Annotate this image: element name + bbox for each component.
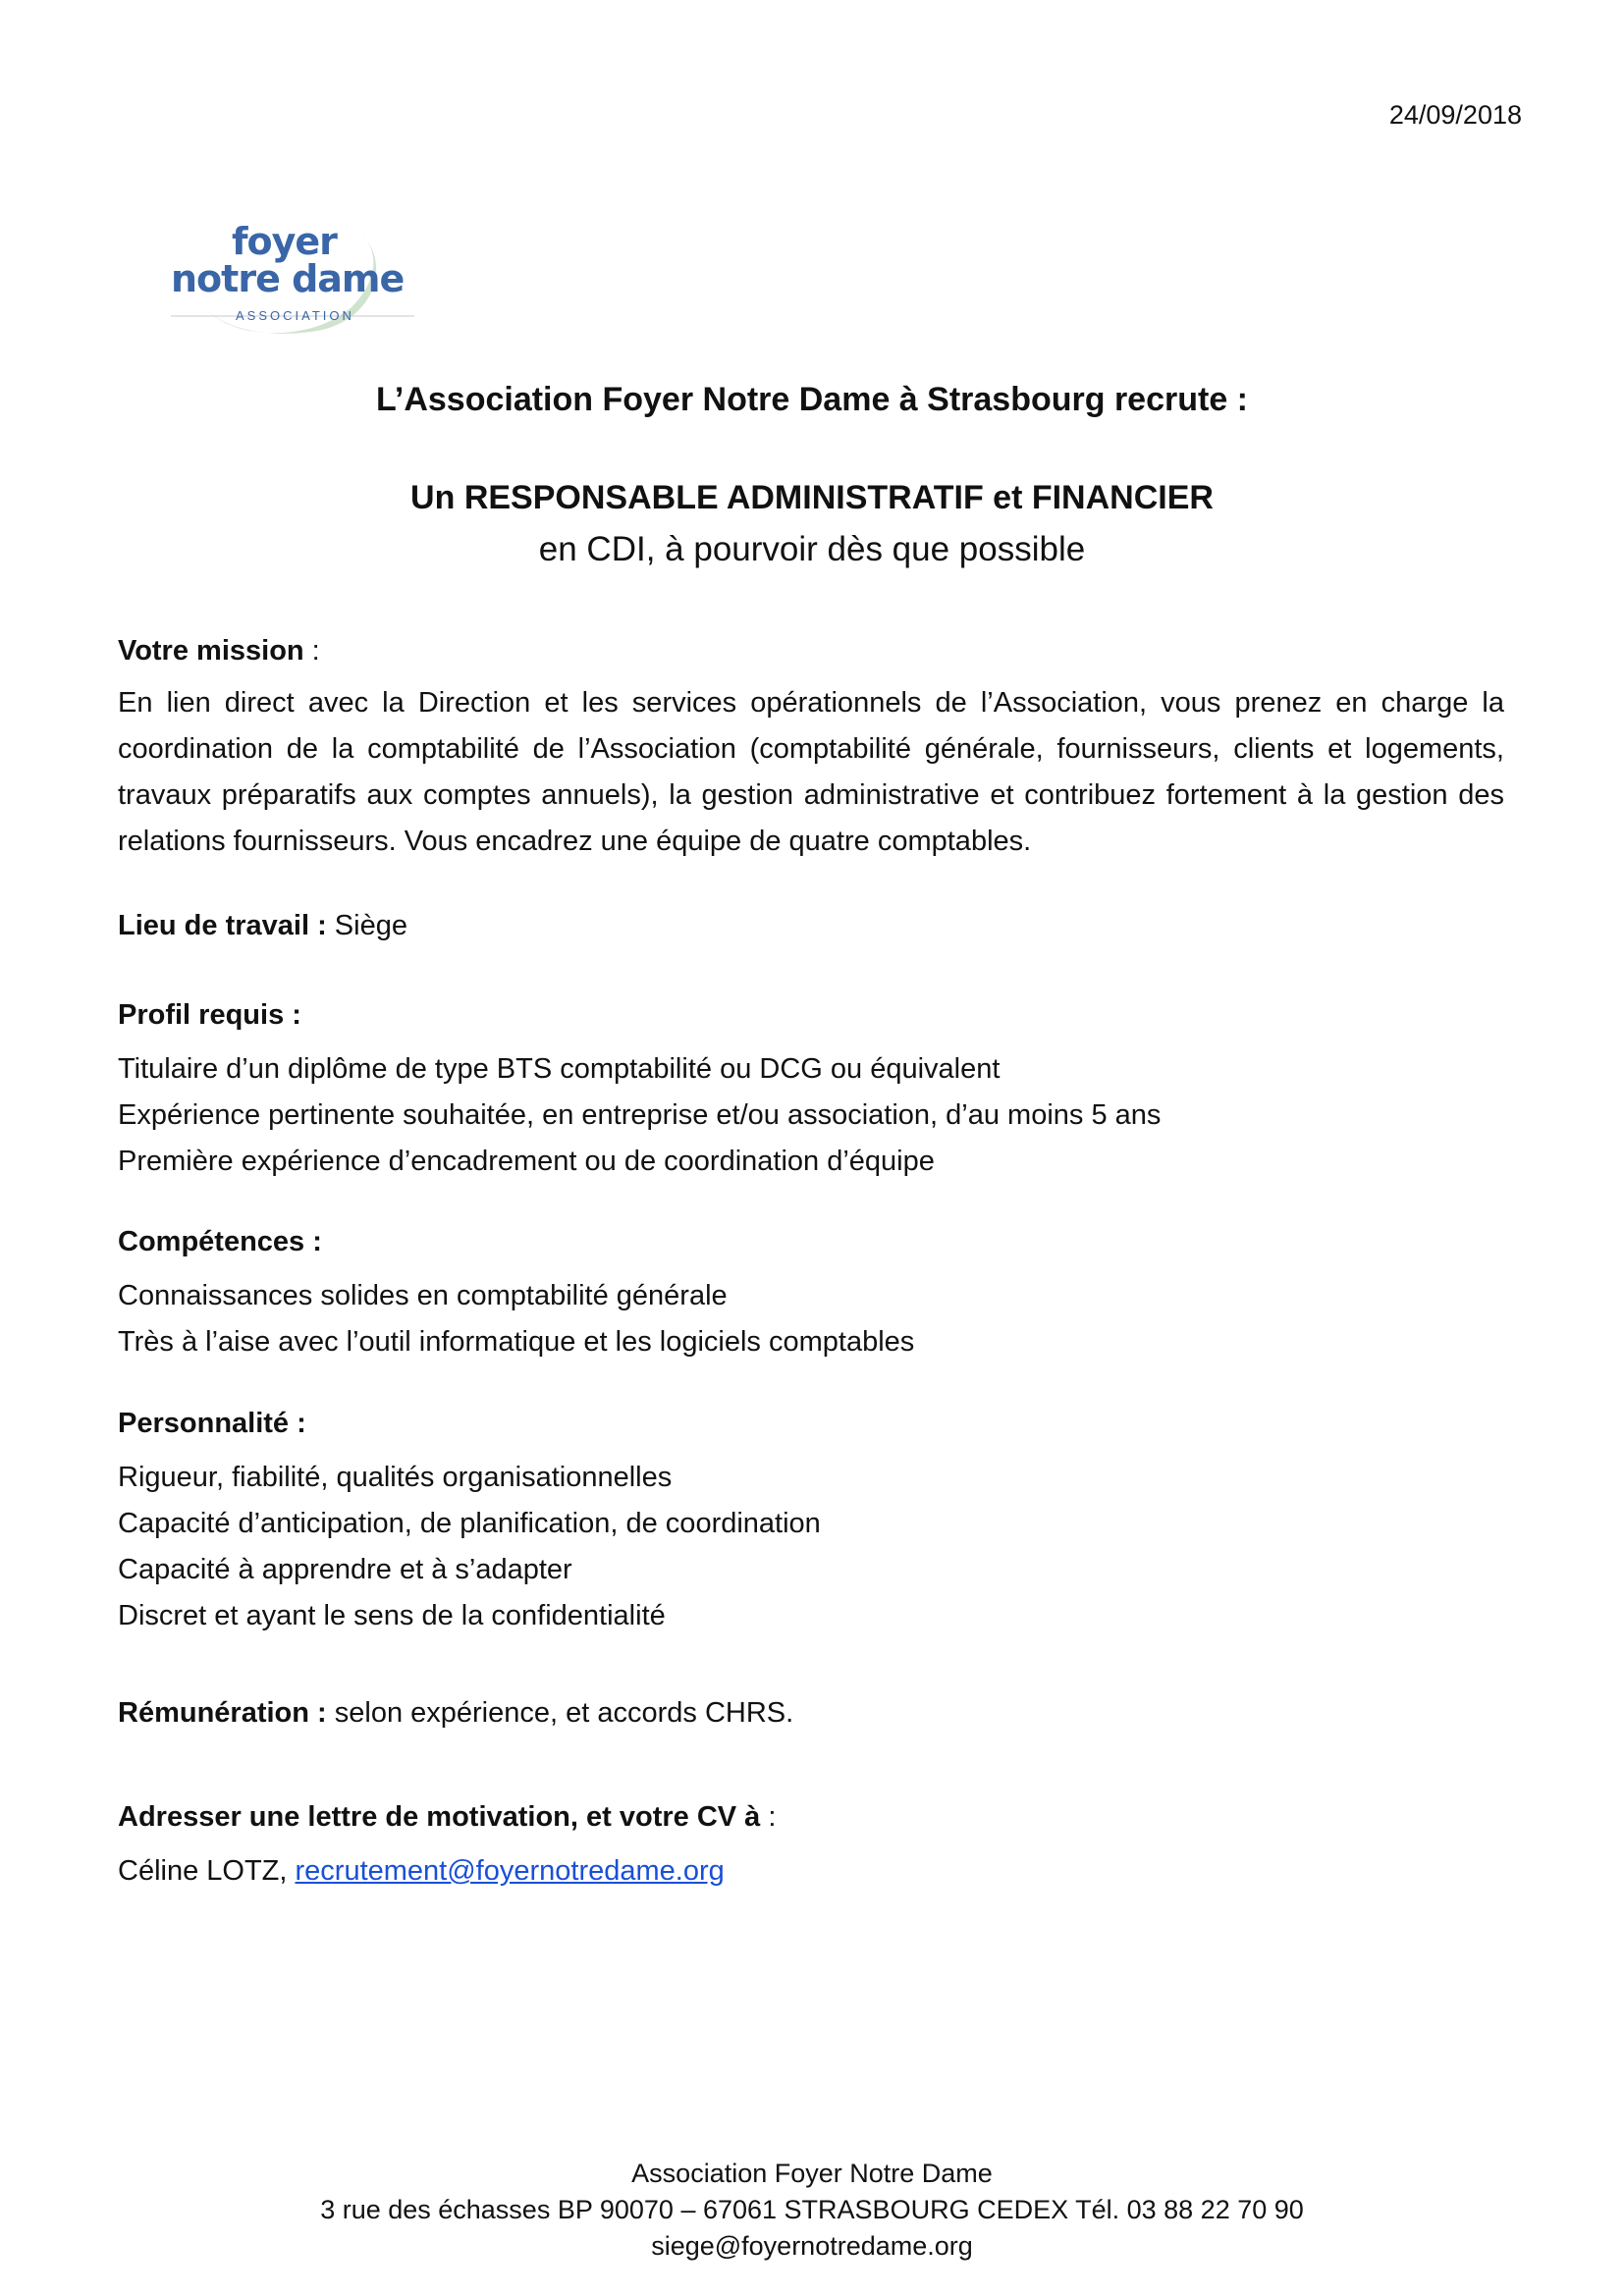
document-date: 24/09/2018 <box>1388 100 1522 130</box>
job-title: Un RESPONSABLE ADMINISTRATIF et FINANCIER <box>410 479 1214 516</box>
contract-type: en CDI, à pourvoir dès que possible <box>538 530 1086 568</box>
recruitment-headline: L’Association Foyer Notre Dame à Strasbourg recrute : <box>375 381 1249 418</box>
logo-text-foyer: foyer <box>232 220 337 263</box>
skills-item: Très à l’aise avec l’outil informatique et les logiciels comptables <box>118 1326 915 1358</box>
skills-item: Connaissances solides en comptabilité générale <box>118 1280 728 1311</box>
logo-text-notre-dame: notre dame <box>171 257 405 300</box>
personality-section <box>118 1401 1504 1639</box>
footer-street: 3 rue des échasses BP 90070 – 67061 STRASBOURG CEDEX Tél. 03 88 22 70 90 <box>320 2195 1304 2224</box>
contact-heading: Adresser une lettre de motivation, et votre CV à : <box>118 1801 777 1833</box>
skills-section <box>118 1219 1504 1365</box>
personality-item: Capacité à apprendre et à s’adapter <box>118 1554 572 1585</box>
personality-heading: Personnalité : <box>118 1408 306 1439</box>
work-location-label: Lieu de travail : <box>118 910 327 941</box>
footer-address <box>0 2156 1624 2265</box>
work-location-value: Siège <box>326 910 407 941</box>
salary-label: Rémunération : <box>118 1697 327 1729</box>
profile-item: Titulaire d’un diplôme de type BTS comptabilité ou DCG ou équivalent <box>118 1053 1001 1085</box>
footer-org-name: Association Foyer Notre Dame <box>631 2159 993 2188</box>
profile-item: Première expérience d’encadrement ou de coordination d’équipe <box>118 1146 935 1177</box>
mission-heading: Votre mission : <box>118 635 320 667</box>
contact-section <box>118 1794 1504 1895</box>
mission-text: En lien direct avec la Direction et les services opérationnels de l’Association, vous prenez en charge la coordination de la comptabilité de l’Association (comptabilité générale, fournisseurs, clients et logements, travaux préparatifs aux comptes annuels), la gestion administrative et contribuez fortement à la gestion des relations fournisseurs. Vous encadrez une équipe de quatre comptables. <box>118 687 1504 857</box>
recruitment-email-link[interactable]: recrutement@foyernotredame.org <box>295 1855 725 1887</box>
salary-line <box>118 1690 1504 1736</box>
footer-email: siege@foyernotredame.org <box>651 2231 973 2261</box>
logo-text-association: ASSOCIATION <box>236 308 354 323</box>
personality-item: Discret et ayant le sens de la confidentialité <box>118 1600 666 1631</box>
personality-item: Capacité d’anticipation, de planification, de coordination <box>118 1508 821 1539</box>
salary-value: selon expérience, et accords CHRS. <box>326 1697 794 1729</box>
skills-heading: Compétences : <box>118 1226 322 1257</box>
work-location <box>118 903 1504 949</box>
foyer-notre-dame-logo <box>165 214 420 342</box>
mission-section <box>118 628 1504 865</box>
profile-section <box>118 992 1504 1185</box>
contact-name: Céline LOTZ, <box>118 1855 296 1887</box>
profile-heading: Profil requis : <box>118 999 301 1031</box>
contact-line <box>118 1848 1504 1895</box>
profile-item: Expérience pertinente souhaitée, en entreprise et/ou association, d’au moins 5 ans <box>118 1099 1162 1131</box>
personality-item: Rigueur, fiabilité, qualités organisationnelles <box>118 1462 673 1493</box>
